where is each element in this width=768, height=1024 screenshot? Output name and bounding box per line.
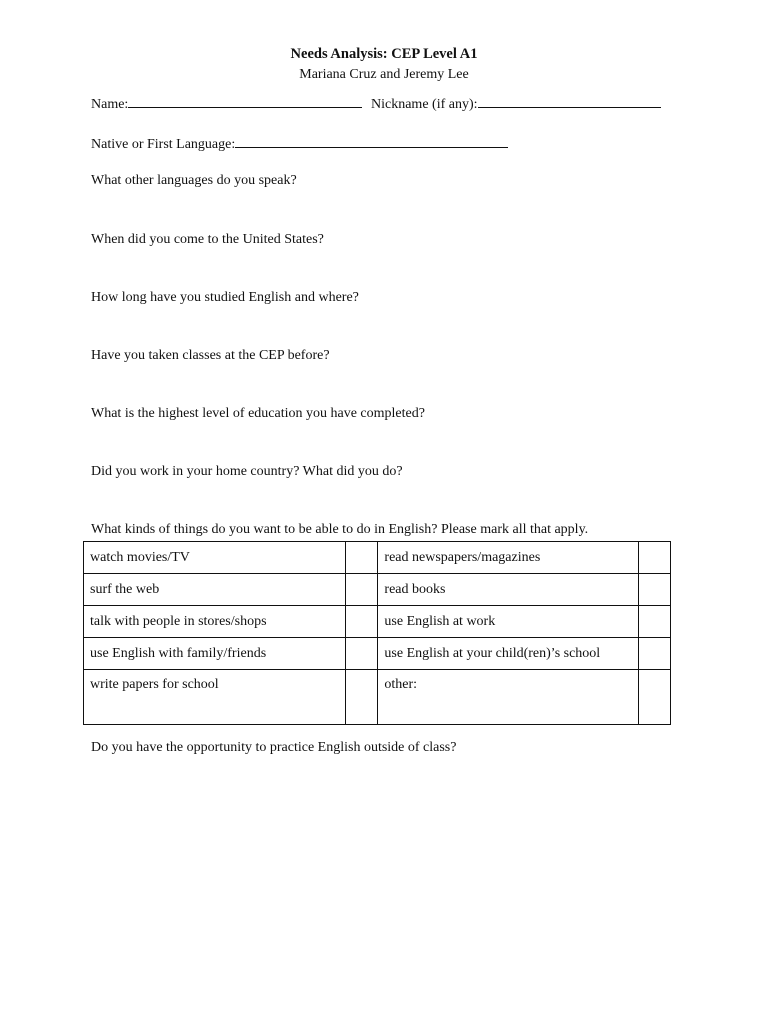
option-label: use English with family/friends bbox=[84, 638, 346, 670]
option-checkbox[interactable] bbox=[639, 670, 671, 725]
nickname-field[interactable] bbox=[371, 94, 661, 113]
native-language-blank[interactable] bbox=[235, 134, 508, 148]
option-checkbox[interactable] bbox=[639, 574, 671, 606]
option-label: watch movies/TV bbox=[84, 542, 346, 574]
option-checkbox[interactable] bbox=[346, 542, 378, 574]
name-field[interactable] bbox=[91, 94, 362, 113]
question-english-study: How long have you studied English and where? bbox=[91, 290, 359, 305]
option-label: read newspapers/magazines bbox=[378, 542, 639, 574]
table-row bbox=[84, 606, 671, 638]
question-education: What is the highest level of education you have completed? bbox=[91, 406, 425, 421]
goals-checklist-table bbox=[83, 541, 671, 725]
document-authors: Mariana Cruz and Jeremy Lee bbox=[299, 67, 469, 82]
question-goals: What kinds of things do you want to be able to do in English? Please mark all that apply. bbox=[91, 522, 589, 537]
table-row bbox=[84, 638, 671, 670]
option-checkbox[interactable] bbox=[346, 638, 378, 670]
table-row bbox=[84, 670, 671, 725]
option-label: use English at your child(ren)’s school bbox=[378, 638, 639, 670]
question-cep-classes: Have you taken classes at the CEP before? bbox=[91, 348, 330, 363]
question-work: Did you work in your home country? What did you do? bbox=[91, 464, 403, 479]
question-other-languages: What other languages do you speak? bbox=[91, 173, 297, 188]
native-language-field[interactable] bbox=[91, 134, 508, 153]
option-checkbox[interactable] bbox=[639, 606, 671, 638]
question-arrival: When did you come to the United States? bbox=[91, 232, 324, 247]
table-row bbox=[84, 574, 671, 606]
option-label: use English at work bbox=[378, 606, 639, 638]
option-checkbox[interactable] bbox=[639, 638, 671, 670]
option-checkbox[interactable] bbox=[346, 606, 378, 638]
option-checkbox[interactable] bbox=[346, 670, 378, 725]
table-row bbox=[84, 542, 671, 574]
option-checkbox[interactable] bbox=[639, 542, 671, 574]
name-label: Name: bbox=[91, 97, 129, 112]
nickname-blank[interactable] bbox=[478, 94, 661, 108]
option-label: talk with people in stores/shops bbox=[84, 606, 346, 638]
name-blank[interactable] bbox=[128, 94, 362, 108]
option-label: read books bbox=[378, 574, 639, 606]
option-checkbox[interactable] bbox=[346, 574, 378, 606]
native-language-label: Native or First Language: bbox=[91, 137, 236, 152]
option-label: other: bbox=[378, 670, 639, 725]
option-label: write papers for school bbox=[84, 670, 346, 725]
nickname-label: Nickname (if any): bbox=[371, 97, 478, 112]
question-practice: Do you have the opportunity to practice English outside of class? bbox=[91, 740, 457, 755]
document-title: Needs Analysis: CEP Level A1 bbox=[290, 46, 478, 62]
option-label: surf the web bbox=[84, 574, 346, 606]
